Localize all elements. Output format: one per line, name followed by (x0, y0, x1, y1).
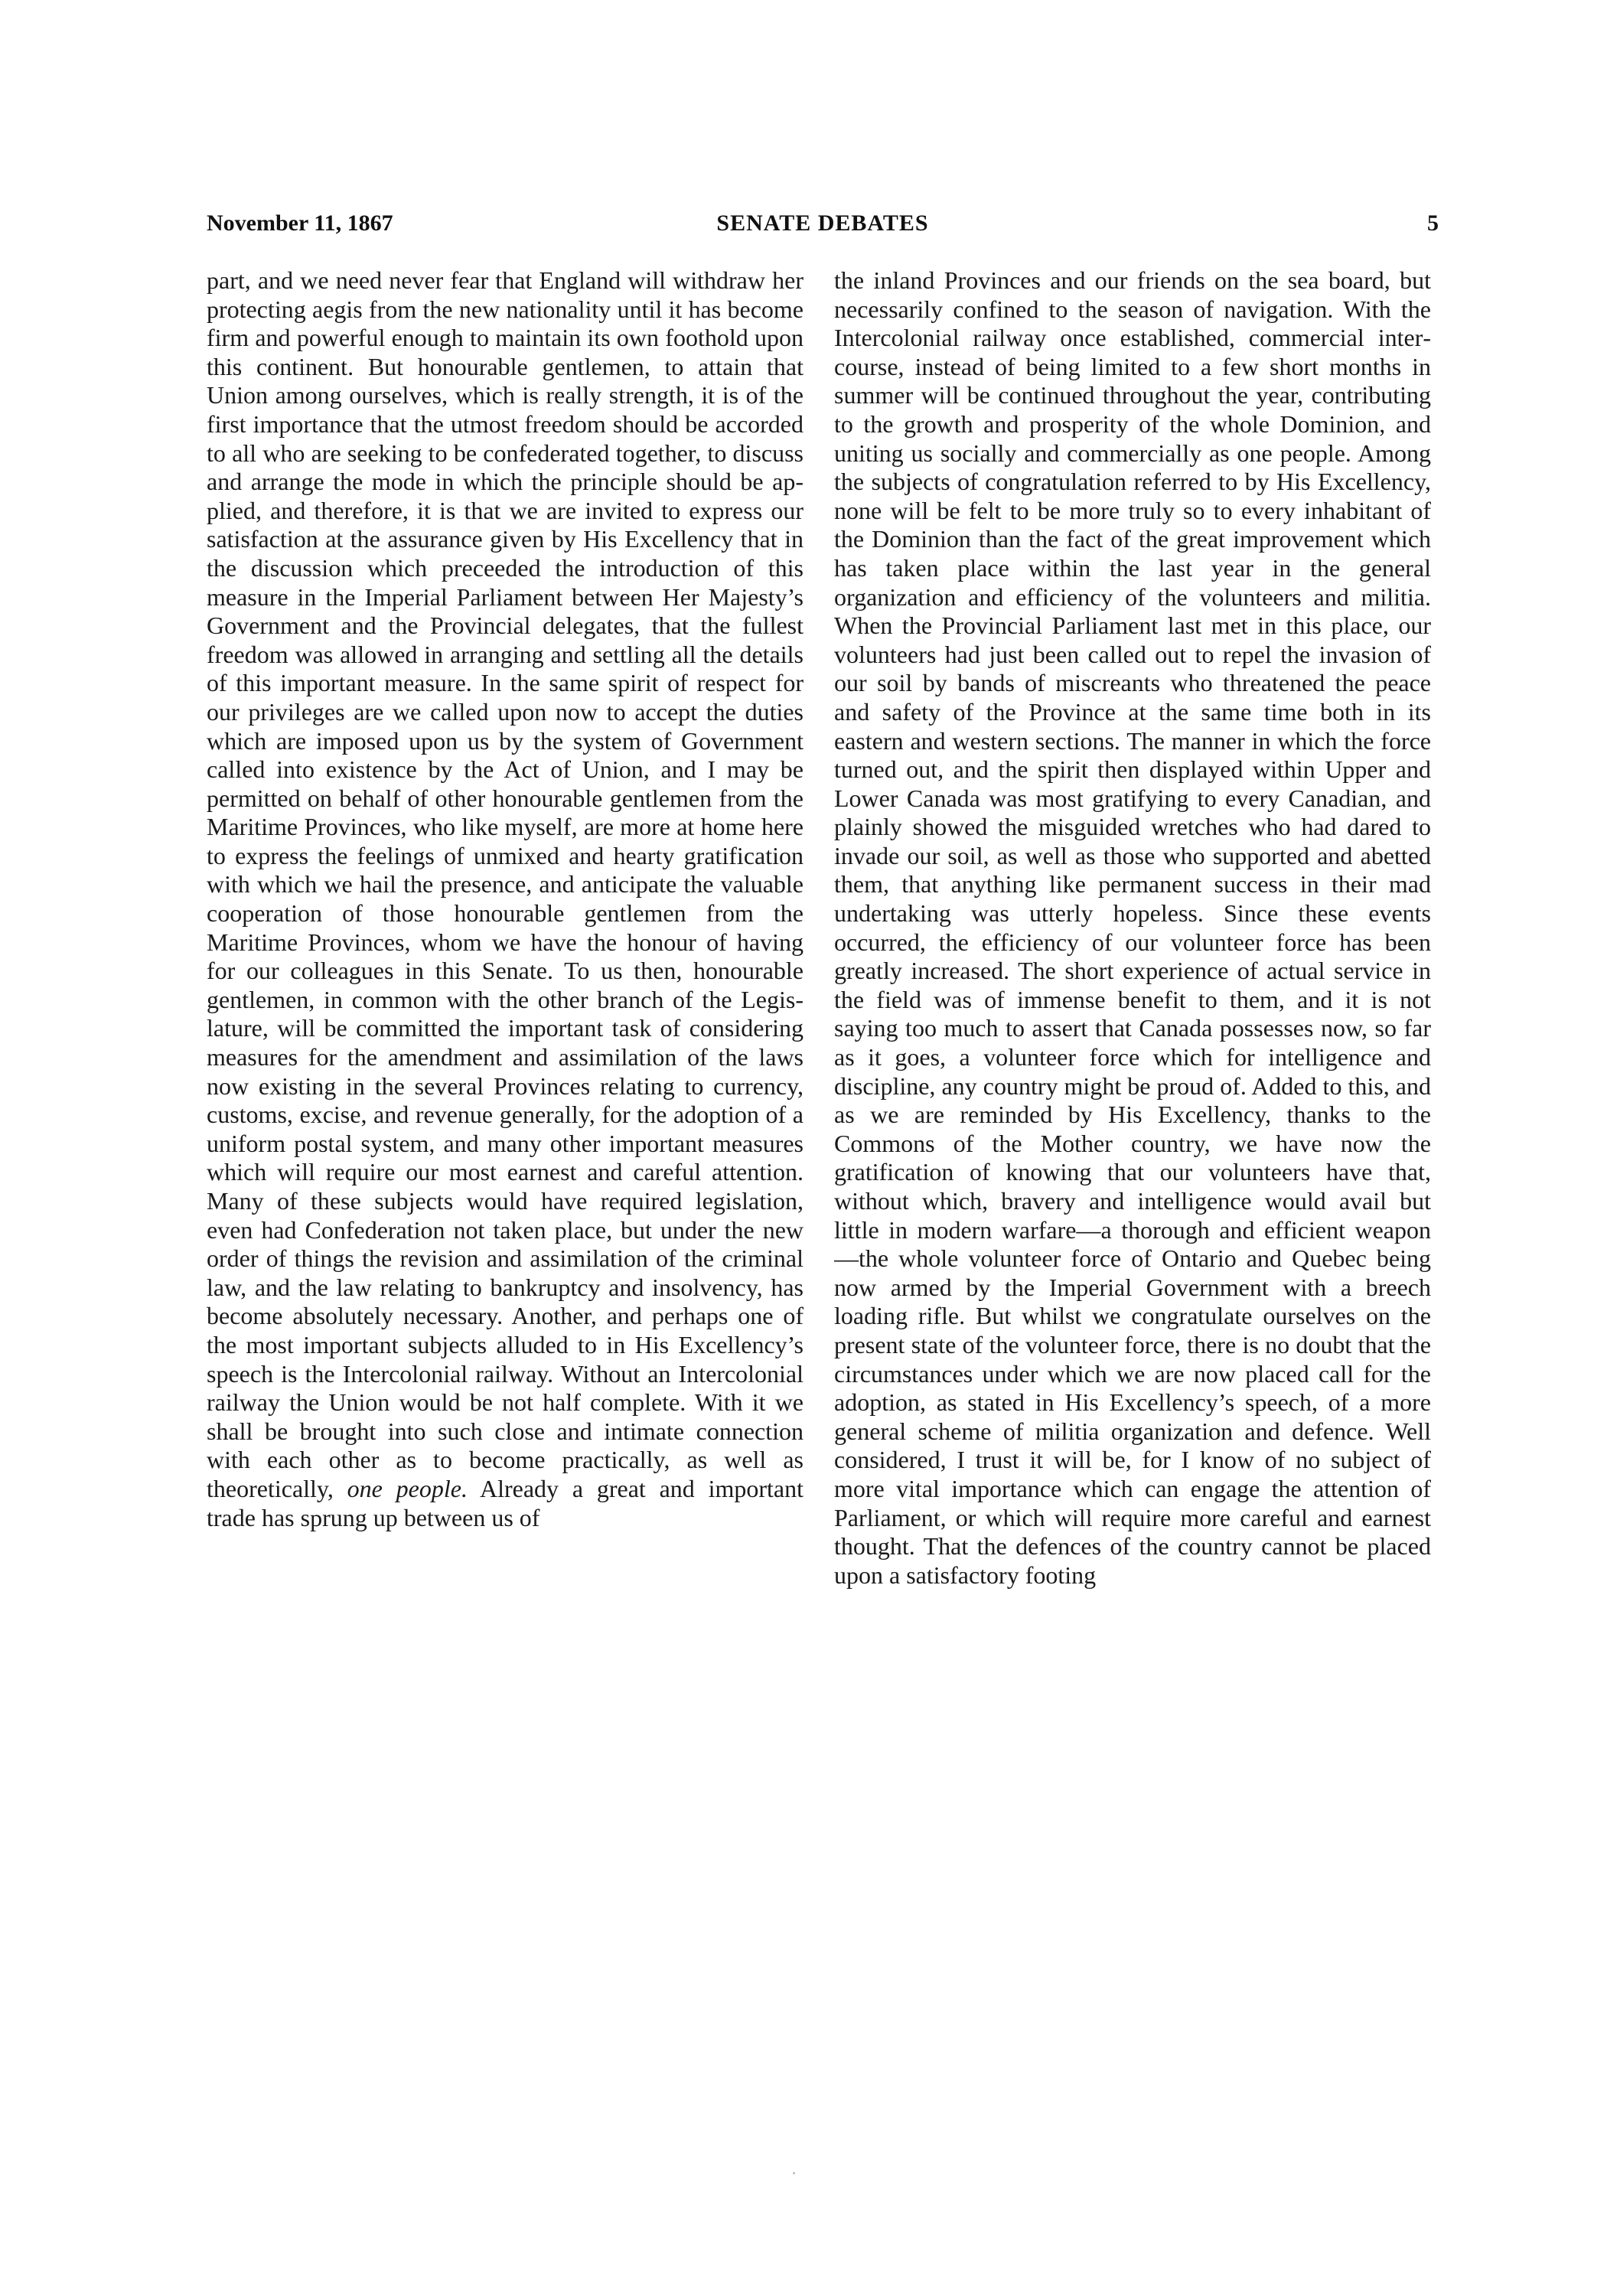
right-column-paragraph: the inland Provinces and our friends on the sea board, but necessarily confined to the season of navigation. With the Intercolonial railway once established, commercial intercourse, instead of being limited to a few short months in summer will be continued throughout the year, contributing to the growth and prosperity of the whole Dominion, and uniting us socially and commercially as one people. Among the subjects of congratulation referred to by His Excellency, none will be felt to be more truly so to every inhabitant of the Dominion than the fact of the great improvement which has taken place within the last year in the general organization and efficiency of the volunteers and militia. When the Provincial Parliament last met in this place, our volunteers had just been called out to repel the invasion of our soil by bands of miscreants who threatened the peace and safety of the Province at the same time both in its eastern and western sections. The manner in which the force turned out, and the spirit then displayed within Upper and Lower Canada was most gratifying to every Canadian, and plainly showed the misguided wretches who had dared to invade our soil, as well as those who supported and abetted them, that anything like permanent success in their mad undertaking was utterly hopeless. Since these events occurred, the efficiency of our volunteer force has been greatly increased. The short experience of actual service in the field was of immense benefit to them, and it is not saying too much to assert that Canada possesses now, so far as it goes, a volunteer force which for intelligence and discipline, any country might be proud of. Added to this, and as we are reminded by His Excellency, thanks to the Commons of the Mother country, we have now the gratification of knowing that our volunteers have that, without which, bravery and intelligence would avail but little in modern warfare—a thorough and efficient weapon—the whole volunteer force of Ontario and Quebec being now armed by the Imperial Government with a breech loading rifle. But whilst we congratulate ourselves on the present state of the volunteer force, there is no doubt that the circumstances under which we are now placed call for the adoption, as stated in His Excellency’s speech, of a more general scheme of militia organization and defence. Well considered, I trust it will be, for I know of no subject of more vital importance which can engage the attention of Parliament, or which will require more careful and earnest thought. That the defences of the country cannot be placed upon a satisfactory footing (834, 266, 1431, 1589)
left-column-text-part2: Already a great and important trade has sprung up between us of (207, 1474, 804, 1531)
page-header (207, 208, 1439, 239)
left-column-emphasis: one people. (347, 1474, 468, 1502)
text-column-left (207, 266, 804, 1958)
header-date: November 11, 1867 (207, 210, 393, 236)
left-column-text-part1: part, and we need never fear that England will withdraw her protecting aegis from the new nationality until it has become firm and powerful enough to maintain its own foothold upon this continent. But honourable gentlemen, to attain that Union among ourselves, which is really strength, it is of the first importance that the utmost freedom should be accorded to all who are seeking to be confederated together, to discuss and arrange the mode in which the principle should be applied, and therefore, it is that we are invited to express our satisfaction at the assurance given by His Excellency that in the discussion which preceeded the introduction of this measure in the Imperial Parliament between Her Majesty’s Government and the Provincial delegates, that the fullest freedom was allowed in arranging and settling all the details of this important measure. In the same spirit of respect for our privileges are we called upon now to accept the duties which are imposed upon us by the system of Government called into existence by the Act of Union, and I may be permitted on behalf of other honourable gentlemen from the Maritime Provinces, who like myself, are more at home here to express the feelings of unmixed and hearty gratification with which we hail the presence, and anticipate the valuable cooperation of those honourable gentlemen from the Maritime Provinces, whom we have the honour of having for our colleagues in this Senate. To us then, honourable gentlemen, in common with the other branch of the Legislature, will be committed the important task of considering measures for the amendment and assimilation of the laws now existing in the several Provinces relating to currency, customs, excise, and revenue generally, for the adoption of a uniform postal system, and many other important measures which will require our most earnest and careful attention. Many of these subjects would have required legislation, even had Confederation not taken place, but under the new order of things the revision and assimilation of the criminal law, and the law relating to bankruptcy and insolvency, has become absolutely necessary. Another, and perhaps one of the most important subjects alluded to in His Excellency’s speech is the Intercolonial railway. Without an Intercolonial railway the Union would be not half complete. With it we shall be brought into such close and intimate connection with each other as to become practically, as well as theoretically, (207, 266, 804, 1502)
page-number: 5 (1427, 210, 1439, 236)
left-column-paragraph (207, 266, 804, 1532)
text-column-right (834, 266, 1431, 1958)
header-title: SENATE DEBATES (716, 210, 929, 236)
scan-speck (793, 2172, 795, 2174)
